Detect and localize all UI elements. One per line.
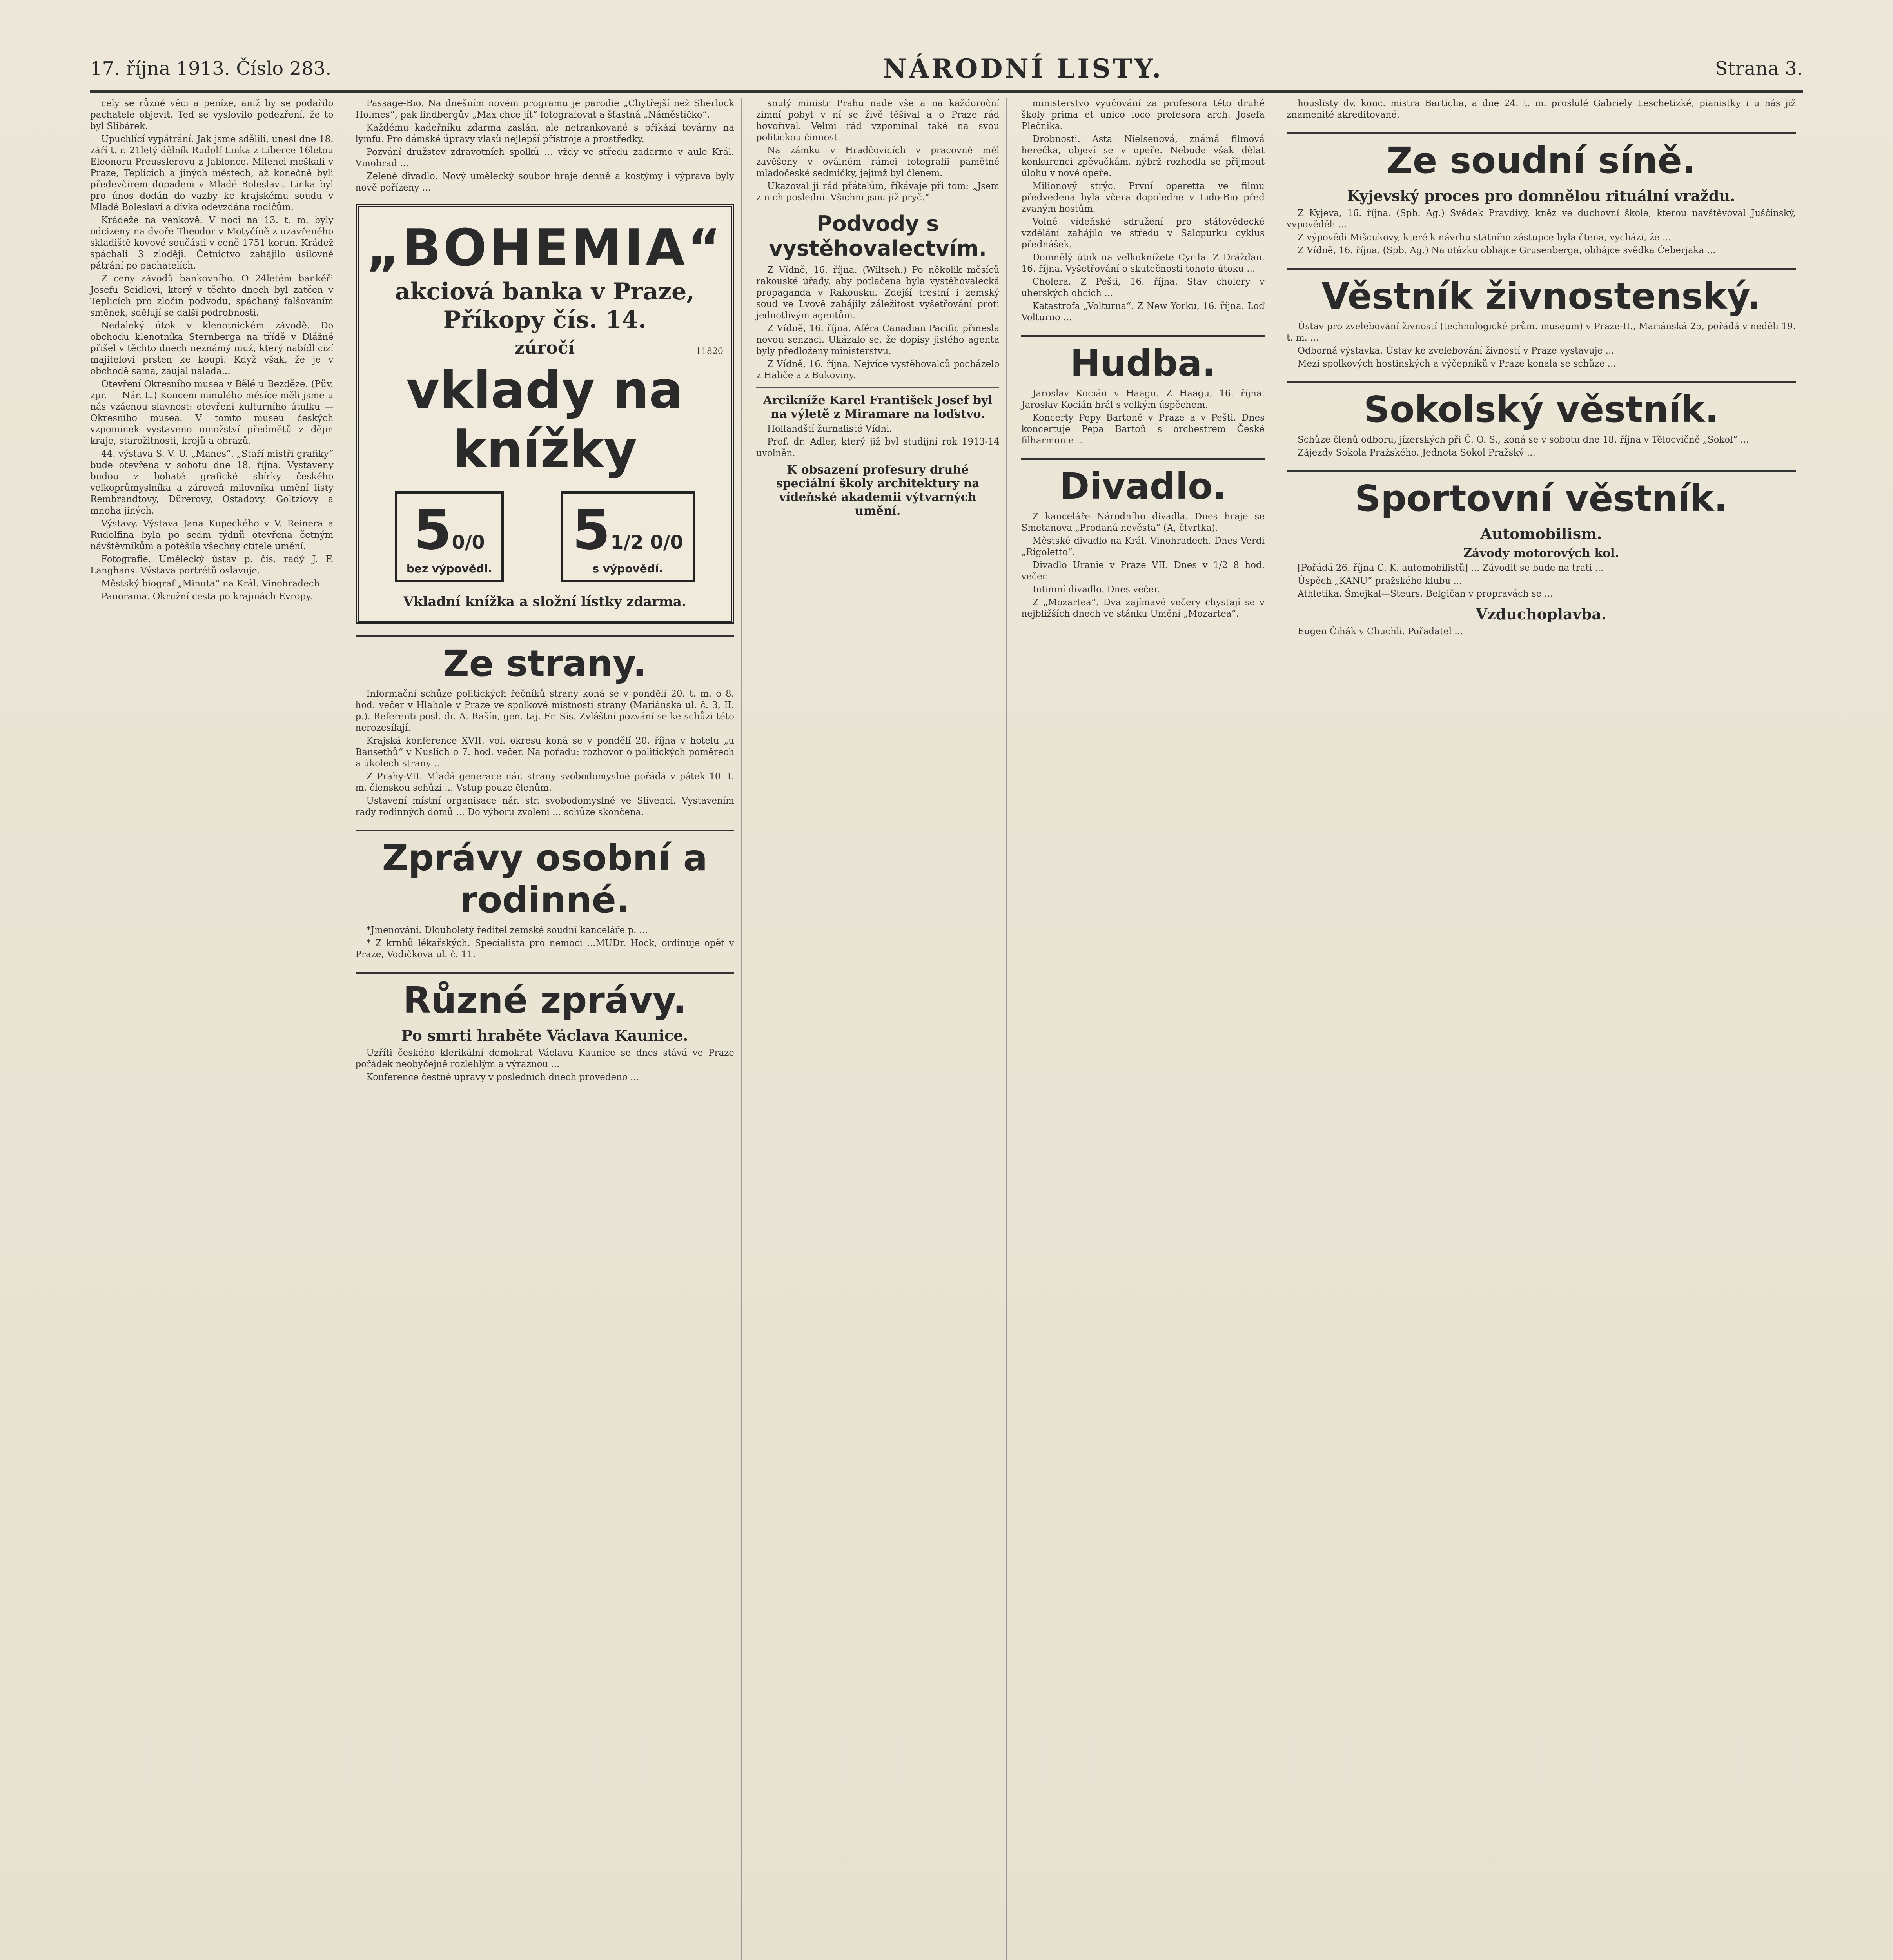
article-paragraph: Pozvání družstev zdravotních spolků ... vždy ve středu zadarmo v aule Král. Vinohrad ... (355, 147, 734, 169)
article-paragraph: Z Vídně, 16. října. (Spb. Ag.) Na otázku obhájce Grusenberga, obhájce svědka Čeberjaka ... (1297, 245, 1716, 256)
column-5 (1287, 98, 1803, 1960)
section-text (356, 925, 734, 960)
section-heading: Ze strany. (356, 635, 734, 684)
newspaper-title: NÁRODNÍ LISTY. (883, 53, 1163, 84)
article-paragraph: Hollandští žurnalisté Vídni. (767, 424, 892, 434)
column-4-text (1021, 98, 1265, 323)
article-paragraph: Uzříti českého klerikální demokrat Václava Kaunice se dnes stává ve Praze pořádek neobyčejně rozlehlým a výraznou ... (355, 1048, 734, 1069)
column-1-text (90, 98, 334, 603)
article-paragraph: Krajská konference XVII. vol. okresu koná se v pondělí 20. října v hotelu „u Bansethů“ v Nuslích o 7. hod. večer. Na pořadu: rozhovor o politických poměrech a úkolech strany ... (355, 736, 734, 769)
section-subheading: Automobilism. (1480, 525, 1602, 543)
article-paragraph: Zelené divadlo. Nový umělecký soubor hraje denně a kostýmy i výprava byly nově pořízeny ... (355, 171, 734, 193)
column-3 (756, 98, 1007, 1960)
ad-title: „BOHEMIA“ (366, 218, 723, 278)
section-text (1287, 321, 1796, 370)
article-paragraph: Výstavy. Výstava Jana Kupeckého v V. Reinera a Rudolfina byla po sedm týdnů otevřena četným návštěvníkům a potěšila všechny ctitele umění. (90, 519, 334, 552)
rate-value: 5 (572, 498, 611, 562)
ad-code: 11820 (695, 347, 723, 356)
article-paragraph: Schůze členů odboru, jízerských při Č. O. S., koná se v sobotu dne 18. října v Tělocvičně „Sokol“ ... (1297, 435, 1749, 445)
section-subheading: Po smrti hraběte Václava Kaunice. (401, 1027, 688, 1044)
article-paragraph: Konference čestné úpravy v posledních dnech provedeno ... (366, 1072, 639, 1082)
article-paragraph: Zájezdy Sokola Pražského. Jednota Sokol Pražský ... (1297, 448, 1535, 458)
section-heading: Podvody s vystěhovalectvím. (769, 211, 987, 261)
article-paragraph: Cholera. Z Pešti, 16. října. Stav cholery v uherských obcích ... (1021, 277, 1265, 298)
section-subheading: Závody motorových kol. (1463, 546, 1619, 560)
article-paragraph: Z Vídně, 16. října. Aféra Canadian Pacific přinesla novou senzaci. Ukázalo se, že dopisy jistého agenta byly předloženy ministerstvu. (756, 323, 1000, 356)
column-4 (1021, 98, 1272, 1960)
section-heading: Hudba. (1021, 335, 1265, 384)
article-paragraph: Informační schůze politických řečníků strany koná se v pondělí 20. t. m. o 8. hod. večer v Hlahole v Praze ve spolkové místnosti strany (Mariánská ul. č. 3, II. p.). Referenti posl. dr. A. Rašín, gen. taj. Fr. Sís. Zvláštní pozvání se ke schůzi této nerozesílají. (355, 689, 734, 733)
ad-interest-label: zúročí (515, 338, 575, 358)
article-paragraph: Panorama. Okružní cesta po krajinách Evropy. (101, 592, 313, 602)
column-1 (90, 98, 341, 1960)
rate-value: 5 (414, 498, 452, 562)
article-paragraph: Milionový strýc. První operetta ve filmu předvedena byla včera dopoledne v Lido-Bio před zvaným hostům. (1021, 181, 1265, 214)
article-paragraph: Odborná výstavka. Ústav ke zvelebování živností v Praze vystavuje ... (1297, 346, 1614, 356)
section-text (356, 1047, 734, 1083)
ad-address: Příkopy čís. 14. (443, 306, 646, 334)
article-paragraph: Eugen Čihák v Chuchli. Pořadatel ... (1297, 626, 1463, 637)
article-paragraph: * Z krnhů lékařských. Specialista pro nemoci ...MUDr. Hock, ordinuje opět v Praze, Vodičkova ul. č. 11. (355, 938, 734, 960)
article-paragraph: Volné vídeňské sdružení pro státovědecké vzdělání zahájilo ve středu v Salcpurku cyklus přednášek. (1021, 217, 1265, 250)
bohemia-bank-advertisement (356, 204, 734, 624)
article-paragraph: Nedaleký útok v klenotnickém závodě. Do obchodu klenotníka Sternberga na třídě v Dlážné přišel v těchto dnech neznámý muž, který nabídl cizí majitelovi prsten ke koupi. Když však, že je v obchodě sama, zaujal nálada... (90, 321, 334, 376)
divider (756, 387, 1000, 388)
section-text (1287, 626, 1796, 637)
section-text (1021, 388, 1265, 446)
article-paragraph: Z Prahy-VII. Mladá generace nár. strany svobodomyslné pořádá v pátek 10. t. m. členskou schůzi ... Vstup pouze členům. (355, 771, 734, 793)
ad-rate-1 (395, 491, 504, 582)
section-heading: Sokolský věstník. (1287, 381, 1796, 430)
rate-fraction: 0/0 (452, 532, 485, 554)
article-paragraph: Z kanceláře Národního divadla. Dnes hraje se Smetanova „Prodaná nevěsta“ (A, čtvrtka). (1021, 512, 1265, 533)
article-paragraph: [Pořádá 26. října C. K. automobilistů] ... Závodit se bude na trati ... (1297, 563, 1604, 573)
section-text (1021, 511, 1265, 620)
article-paragraph: houslisty dv. konc. mistra Barticha, a dne 24. t. m. proslulé Gabriely Leschetizké, pianistky i u nás již znamenité akreditované. (1286, 98, 1796, 120)
article-paragraph: ministerstvo vyučování za profesora této druhé školy prima et unico loco profesora arch. Josefa Plečnika. (1021, 98, 1265, 131)
article-paragraph: Městské divadlo na Král. Vinohradech. Dnes Verdi „Rigoletto“. (1021, 536, 1265, 557)
article-paragraph: Z Kyjeva, 16. října. (Spb. Ag.) Svědek Pravdivý, kněz ve duchovní škole, kterou navštěvoval Juščinský, vypověděl: ... (1286, 208, 1796, 230)
article-paragraph: Domnělý útok na velkoknížete Cyrila. Z Drážďan, 16. října. Vyšetřování o skutečnosti tohoto útoku ... (1021, 252, 1265, 274)
article-paragraph: 44. výstava S. V. U. „Manes“. „Staří mistři grafiky“ bude otevřena v sobotu dne 18. října. Vystaveny budou z bohaté grafické sbírky českého velkoprůmyslníka a zároveň milovníka umění listy Rembrandtovy, Dürerovy, Ostadovy, Goltziovy a mnoha jiných. (90, 449, 334, 516)
article-paragraph: cely se různé věci a peníze, aniž by se podařilo pachatele objevit. Teď se vyslovilo podezření, že to byl Slibárek. (90, 98, 334, 131)
rate-note: s výpovědí. (592, 562, 663, 575)
section-heading: Zprávy osobní a rodinné. (356, 830, 734, 921)
article-paragraph: Jaroslav Kocián v Haagu. Z Haagu, 16. října. Jaroslav Kocián hrál s velkým úspěchem. (1021, 388, 1265, 410)
column-5-text (1287, 98, 1796, 121)
section-text (1287, 208, 1796, 256)
section-text (356, 688, 734, 818)
article-paragraph: Prof. dr. Adler, který již byl studijní rok 1913-14 uvolněn. (756, 437, 1000, 458)
article-paragraph: Upuchlící vypátrání. Jak jsme sdělili, unesl dne 18. září t. r. 21letý dělník Rudolf Linka z Liberce 16letou Eleonoru Preusslerovu z Jablonce. Milenci meškali v Praze, Teplicích a jiných městech, až konečně byli předevčírem dopadeni v Mladé Boleslavi. Linka byl pro únos dodán do vazby ke krajskému soudu v Mladé Boleslavi a dívka odevzdána rodičům. (90, 134, 334, 212)
section-subheading: Vzduchoplavba. (1476, 605, 1607, 623)
masthead (90, 47, 1803, 93)
rate-fraction: 1/2 0/0 (610, 532, 683, 554)
article-paragraph: Mezi spolkových hostinských a výčepníků v Praze konala se schůze ... (1297, 359, 1616, 369)
article-paragraph: Drobnosti. Asta Nielsenová, známá filmová herečka, objeví se v opeře. Nebude však dělat konkurenci zpěvačkám, nýbrž rozhodla se přijmout úlohu v nové opeře. (1021, 134, 1265, 178)
article-paragraph: Divadlo Uranie v Praze VII. Dnes v 1/2 8 hod. večer. (1021, 560, 1265, 582)
section-subheading: K obsazení profesury druhé speciální školy architektury na vídeňské akademii výtvarných umění. (776, 463, 980, 518)
article-paragraph: Katastrofa „Volturna“. Z New Yorku, 16. října. Loď Volturno ... (1021, 301, 1265, 323)
article-paragraph: Z Vídně, 16. října. (Wiltsch.) Po několik měsíců rakouské úřady, aby potlačena byla vystěhovalecká propaganda v Rakousku. Zdejší trestní i zemský soud ve Lvově zahájily záležitost vyšetřování proti jednotlivým agentům. (756, 265, 1000, 321)
ad-footer: Vkladní knížka a složní lístky zdarma. (403, 594, 686, 610)
section-text (756, 423, 1000, 459)
section-heading: Věstník živnostenský. (1287, 268, 1796, 317)
section-text (1287, 563, 1796, 600)
article-paragraph: Ustavení místní organisace nár. str. svobodomyslné ve Slivenci. Vystavením rady rodinných domů ... Do výboru zvoleni ... schůze skončena. (355, 796, 734, 817)
ad-deposits: vklady na knížky (406, 360, 684, 479)
article-paragraph: Intimní divadlo. Dnes večer. (1032, 584, 1160, 595)
article-paragraph: Krádeže na venkově. V noci na 13. t. m. byly odcizeny na dvoře Theodor v Motyčíně z uzavřeného skladiště kovové součásti v ceně 1751 korun. Krádež spáchali 3 zloději. Četnictvo zahájilo úsilovné pátrání po pachatelích. (90, 215, 334, 271)
section-heading: Ze soudní síně. (1287, 132, 1796, 181)
section-subheading: Arcikníže Karel František Josef byl na výletě z Miramare na loďstvo. (763, 394, 993, 421)
columns (90, 98, 1803, 1960)
article-paragraph: Na zámku v Hradčovicích v pracovně měl zavěšeny v oválném rámci fotografii pamětné mladočeské sedmičky, jejímž byl členem. (756, 145, 1000, 178)
article-paragraph: Z „Mozartea“. Dva zajímavé večery chystají se v nejbližších dnech ve stánku Umění „Mozartea“. (1021, 597, 1265, 619)
rate-note: bez výpovědi. (406, 562, 492, 575)
section-text (756, 265, 1000, 381)
article-paragraph: Z ceny závodů bankovního. O 24letém bankéři Josefu Seidlovi, který v těchto dnech byl zatčen v Teplicích pro zločin podvodu, spáchaný falšováním směnek, sdělují se další podrobnosti. (90, 274, 334, 318)
ad-rate-2 (561, 491, 695, 582)
column-3-text (756, 98, 1000, 203)
column-2-text (356, 98, 734, 194)
issue-date: 17. října 1913. Číslo 283. (90, 58, 332, 80)
section-text (1287, 434, 1796, 459)
article-paragraph: Otevření Okresního musea v Bělé u Bezděze. (Pův. zpr. — Nár. L.) Koncem minulého měsíce měli jsme u nás vzácnou slavnost: otevření kulturního útulku — Okresního musea. V tomto museu českých vzpomínek vystaveno množství předmětů z dějin kraje, starožitnosti, krojů a obrazů. (90, 379, 334, 446)
page-number: Strana 3. (1715, 58, 1803, 80)
article-paragraph: Koncerty Pepy Bartoně v Praze a v Pešti. Dnes koncertuje Pepa Bartoň s orchestrem České filharmonie ... (1021, 413, 1265, 446)
article-paragraph: Každému kadeřníku zdarma zaslán, ale netrankované s přikází továrny na lymfu. Pro dámské úpravy vlasů nejlepší přístroje a prostředky. (355, 123, 734, 144)
article-paragraph: Ukazoval ji rád přátelům, říkávaje při tom: „Jsem z nich poslední. Všichni jsou již pryč.“ (756, 181, 1000, 203)
article-paragraph: Z Vídně, 16. října. Nejvíce vystěhovalců pocházelo z Haliče a z Bukoviny. (756, 359, 1000, 381)
article-paragraph: *Jmenování. Dlouholetý ředitel zemské soudní kanceláře p. ... (366, 925, 648, 935)
section-heading: Různé zprávy. (356, 972, 734, 1021)
section-heading: Sportovní věstník. (1287, 470, 1796, 519)
column-2 (356, 98, 742, 1960)
article-paragraph: snulý ministr Prahu nade vše a na každoroční zimní pobyt v ní se živě těšíval a o Praze rád hovoříval. Velmi rád vzpomínal také na svou politickou činnost. (756, 98, 1000, 143)
article-paragraph: Ústav pro zvelebování živností (technologické prům. museum) v Praze-II., Mariánská 25, pořádá v neděli 19. t. m. ... (1286, 321, 1796, 343)
article-paragraph: Passage-Bio. Na dnešním novém programu je parodie „Chytřejší než Sherlock Holmes“, pak lindbergův „Max chce jít“ fotografovat a šťastná „Náměstíčko“. (355, 98, 734, 120)
article-paragraph: Athletika. Šmejkal—Steurs. Belgičan v propravách se ... (1297, 589, 1553, 599)
article-paragraph: Z výpovědi Mišcukovy, které k návrhu státního zástupce byla čtena, vychází, že ... (1297, 232, 1671, 243)
ad-subtitle: akciová banka v Praze, (395, 278, 695, 305)
article-paragraph: Úspěch „KANU“ pražského klubu ... (1297, 576, 1462, 586)
section-subheading: Kyjevský proces pro domnělou rituální vraždu. (1347, 187, 1735, 205)
section-heading: Divadlo. (1021, 458, 1265, 507)
ad-rates (367, 491, 723, 582)
article-paragraph: Městský biograf „Minuta“ na Král. Vinohradech. (101, 579, 323, 589)
article-paragraph: Fotografie. Umělecký ústav p. čís. radý J. F. Langhans. Výstava portrétů oslavuje. (90, 554, 334, 576)
